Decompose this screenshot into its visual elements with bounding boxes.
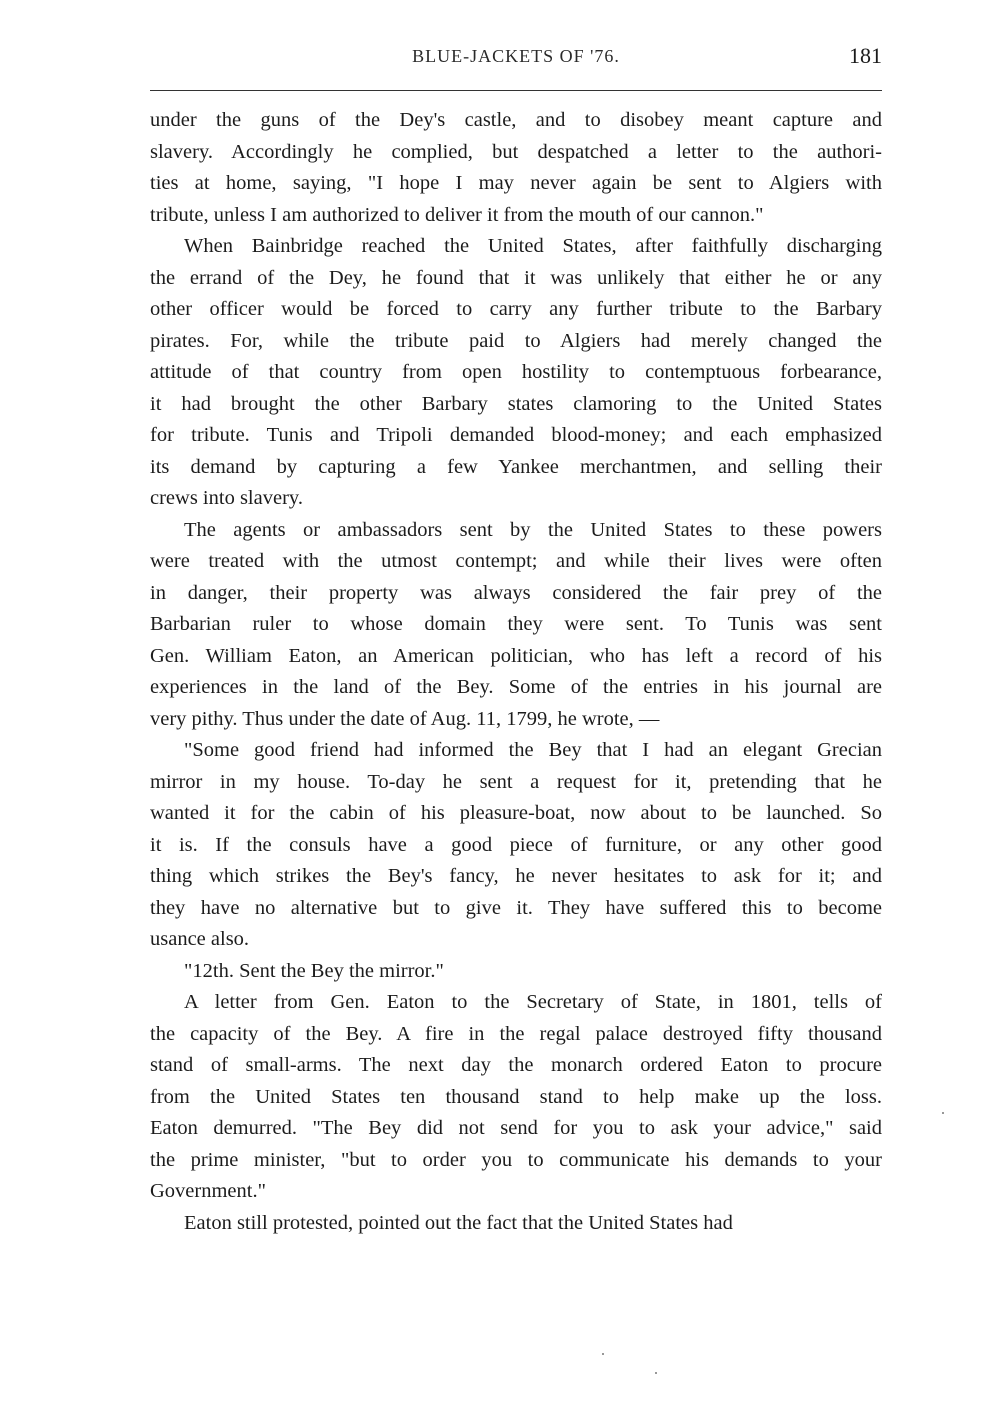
page-number: 181 <box>849 43 882 68</box>
text-line: usance also. <box>150 928 250 950</box>
text-line: pirates. For, while the tribute paid to Algiers had merely changed the <box>150 329 882 352</box>
text-line: "Some good friend had informed the Bey that I had an elegant Grecian <box>184 739 882 761</box>
text-line: Gen. William Eaton, an American politician, who has left a record of his <box>150 644 882 667</box>
paragraph <box>150 987 882 1208</box>
text-line: other officer would be forced to carry any further tribute to the Barbary <box>150 298 882 320</box>
text-line: thing which strikes the Bey's fancy, he never hesitates to ask for it; and <box>150 865 882 887</box>
text-line: slavery. Accordingly he complied, but despatched a letter to the authori- <box>150 140 882 163</box>
text-line: its demand by capturing a few Yankee merchantmen, and selling their <box>150 455 882 478</box>
text-line: it had brought the other Barbary states clamoring to the United States <box>150 392 882 415</box>
body-text <box>150 105 882 1239</box>
text-line: very pithy. Thus under the date of Aug. 11, 1799, he wrote, — <box>150 707 660 730</box>
text-line: "12th. Sent the Bey the mirror." <box>184 959 444 982</box>
text-line: stand of small-arms. The next day the monarch ordered Eaton to procure <box>150 1054 882 1076</box>
text-line: Eaton still protested, pointed out the fact that the United States had <box>184 1211 733 1234</box>
print-speck <box>655 1372 657 1374</box>
text-line: tribute, unless I am authorized to deliver it from the mouth of our cannon." <box>150 203 764 226</box>
running-title: BLUE-JACKETS OF '76. <box>412 46 620 66</box>
text-line: it is. If the consuls have a good piece of furniture, or any other good <box>150 833 882 856</box>
text-line: the errand of the Dey, he found that it was unlikely that either he or any <box>150 266 882 289</box>
paragraph <box>150 231 882 515</box>
text-line: for tribute. Tunis and Tripoli demanded blood-money; and each emphasized <box>150 424 882 446</box>
text-line: in danger, their property was always considered the fair prey of the <box>150 581 882 604</box>
paragraph <box>150 105 882 231</box>
text-line: wanted it for the cabin of his pleasure-boat, now about to be launched. So <box>150 802 882 824</box>
text-line: they have no alternative but to give it. They have suffered this to become <box>150 896 882 919</box>
paragraph <box>150 1208 882 1240</box>
text-line: under the guns of the Dey's castle, and to disobey meant capture and <box>150 109 882 131</box>
print-speck <box>602 1353 604 1355</box>
text-line: the prime minister, "but to order you to communicate his demands to your <box>150 1148 882 1171</box>
paragraph <box>150 735 882 956</box>
text-line: the capacity of the Bey. A fire in the regal palace destroyed fifty thousand <box>150 1022 882 1045</box>
header-rule <box>150 90 882 91</box>
text-line: Eaton demurred. "The Bey did not send for you to ask your advice," said <box>150 1117 882 1139</box>
text-line: A letter from Gen. Eaton to the Secretary of State, in 1801, tells of <box>184 991 882 1013</box>
text-line: crews into slavery. <box>150 487 303 509</box>
text-line: The agents or ambassadors sent by the United States to these powers <box>184 518 882 541</box>
text-line: from the United States ten thousand stand to help make up the loss. <box>150 1085 882 1108</box>
text-line: were treated with the utmost contempt; and while their lives were often <box>150 550 882 572</box>
text-line: Government." <box>150 1180 266 1202</box>
text-line: When Bainbridge reached the United States, after faithfully discharging <box>184 235 882 257</box>
text-line: Barbarian ruler to whose domain they were sent. To Tunis was sent <box>150 613 882 635</box>
text-line: mirror in my house. To-day he sent a request for it, pretending that he <box>150 770 882 793</box>
text-line: ties at home, saying, "I hope I may never again be sent to Algiers with <box>150 172 882 194</box>
text-line: experiences in the land of the Bey. Some of the entries in his journal are <box>150 676 882 698</box>
print-speck <box>942 1112 944 1114</box>
text-line: attitude of that country from open hostility to contemptuous forbearance, <box>150 361 882 383</box>
paragraph <box>150 956 882 988</box>
running-head <box>150 43 882 76</box>
paragraph <box>150 515 882 736</box>
